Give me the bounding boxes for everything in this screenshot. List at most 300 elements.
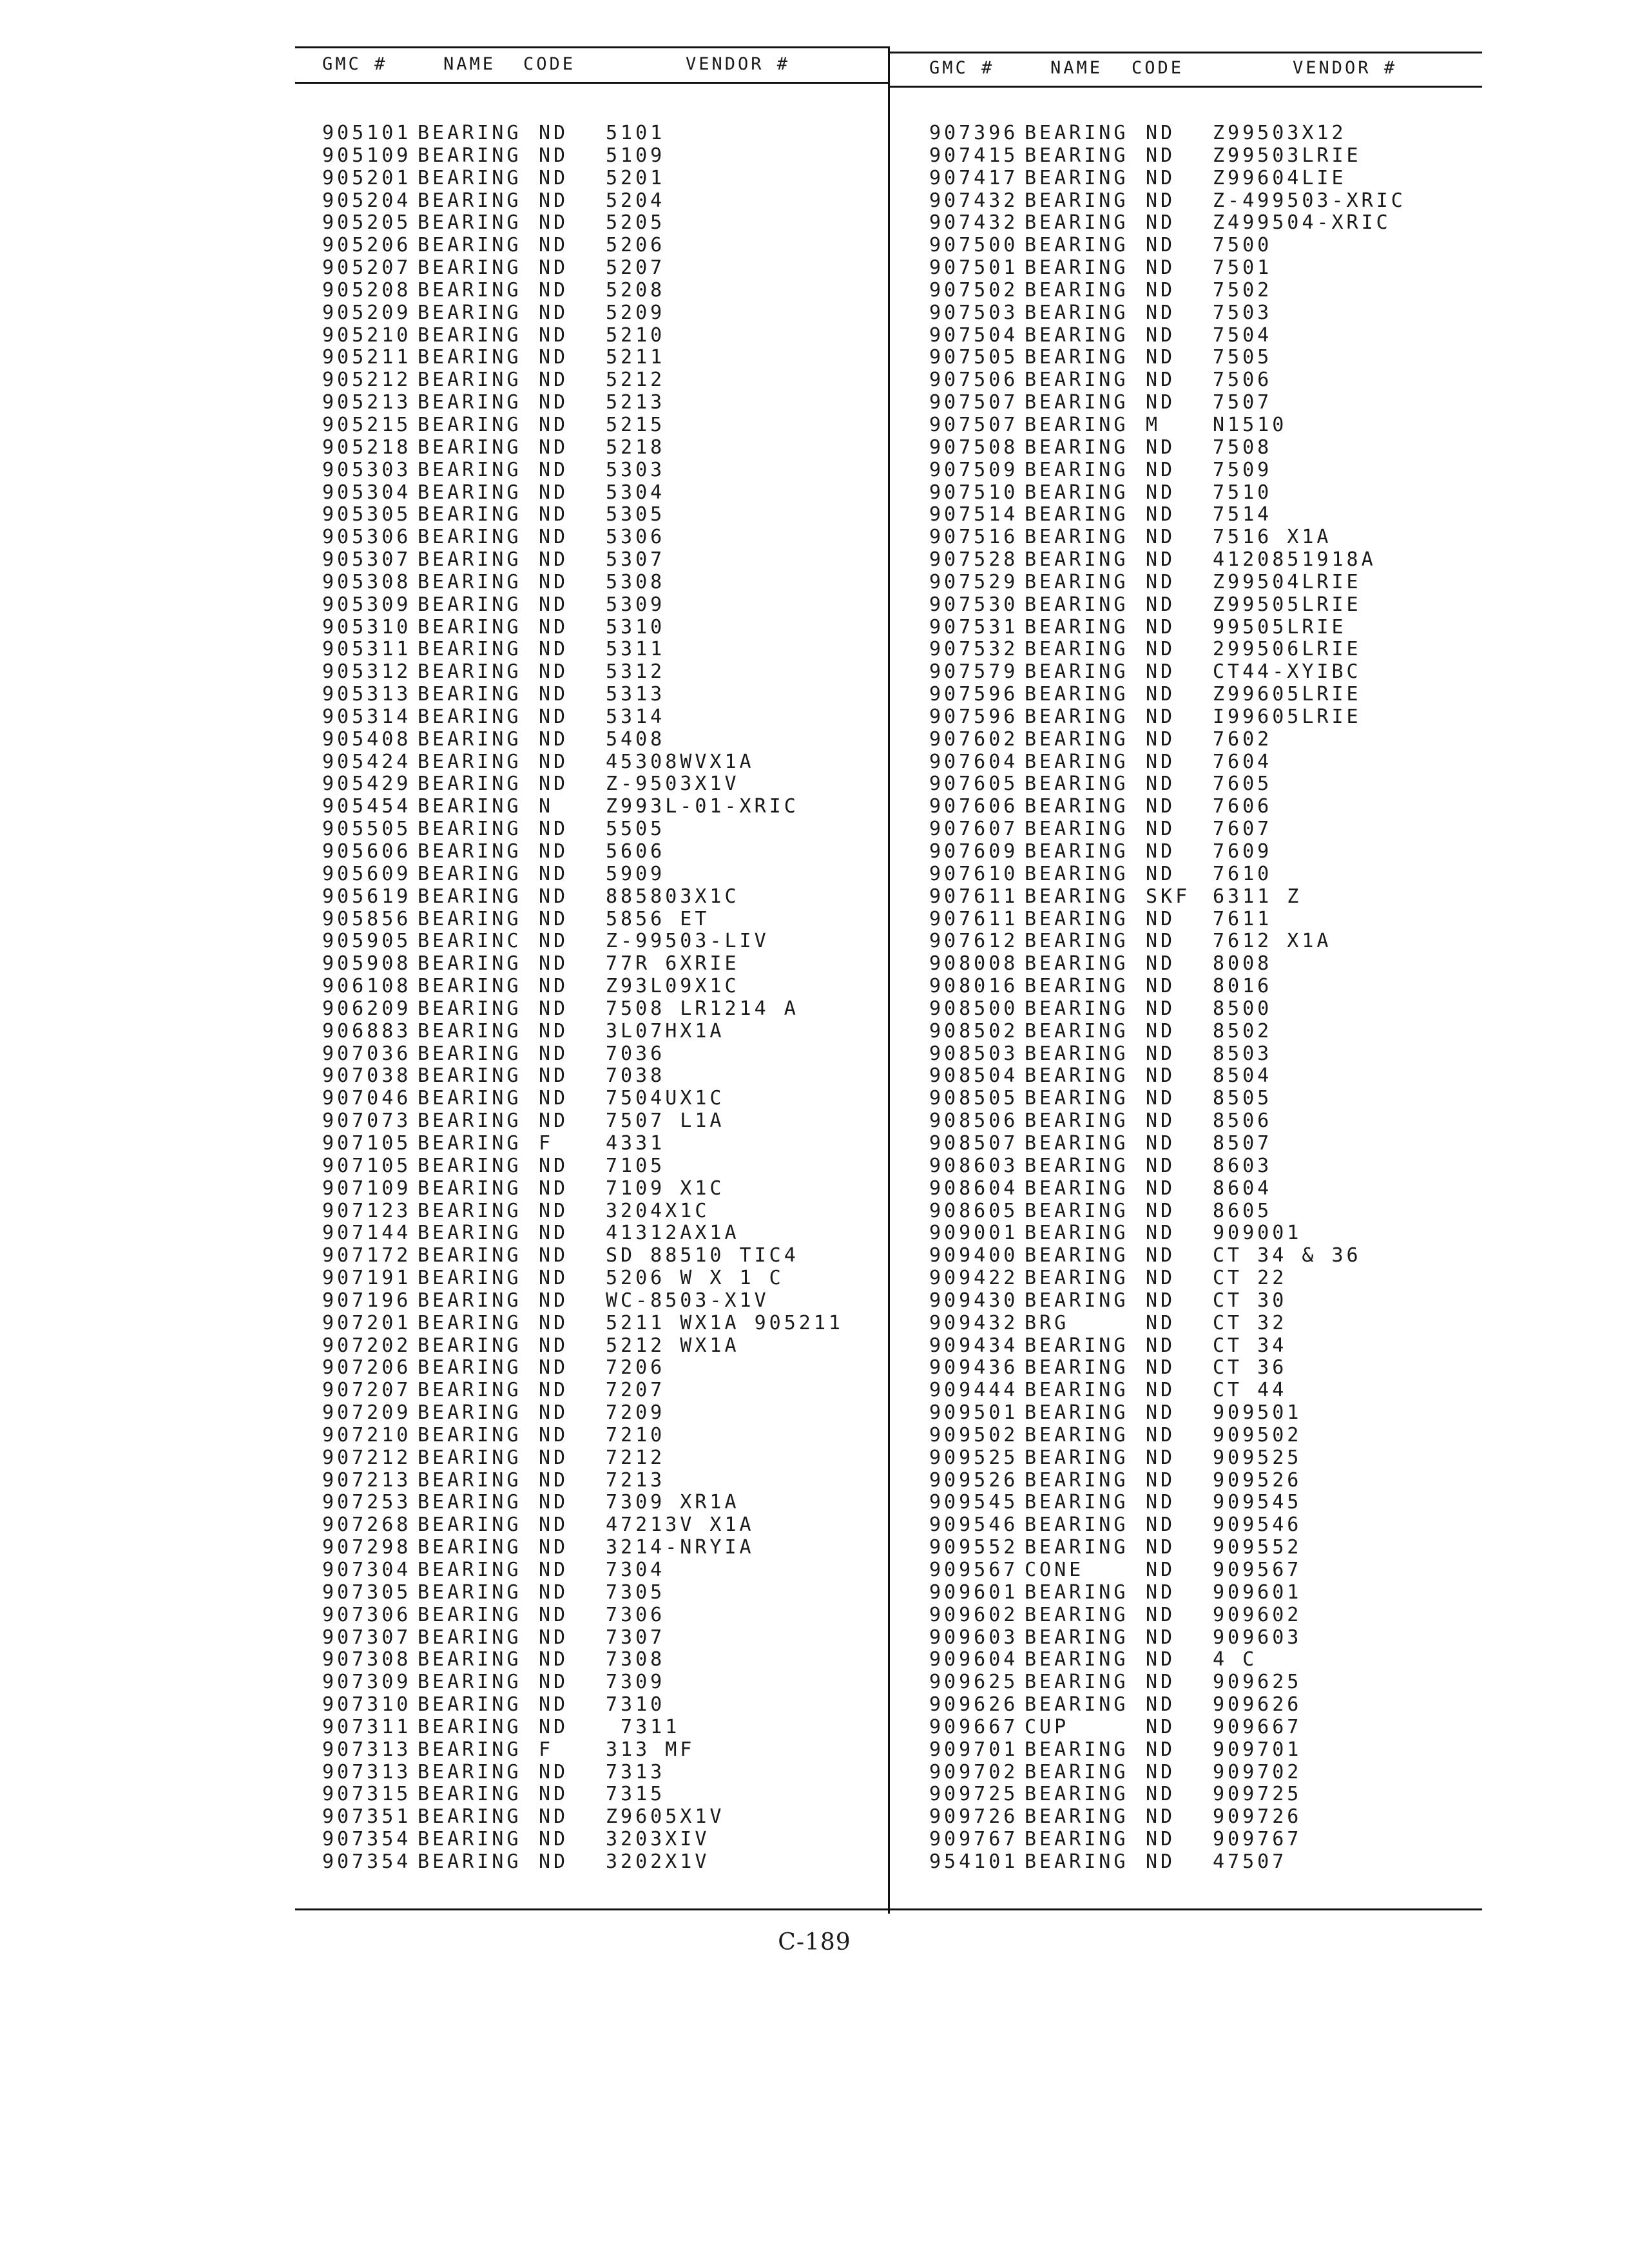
table-row — [929, 235, 1477, 257]
part-name: BEARING — [1025, 1177, 1129, 1200]
vendor-number: 8502 — [1213, 1019, 1273, 1043]
vendor-number: 7206 — [606, 1356, 666, 1379]
gmc-number: 907396 — [929, 122, 1019, 144]
vendor-code: ND — [539, 1648, 569, 1671]
table-row — [322, 1829, 876, 1851]
vendor-code: ND — [539, 1693, 569, 1716]
gmc-number: 905408 — [322, 727, 412, 751]
vendor-code: ND — [1146, 234, 1176, 257]
part-name: BEARING — [418, 1446, 522, 1469]
gmc-number: 905856 — [322, 907, 412, 930]
vendor-number: 3202X1V — [606, 1850, 710, 1873]
vendor-number: 47213V X1A — [606, 1514, 755, 1537]
part-name: BEARING — [1025, 1760, 1129, 1783]
vendor-number: 7311 — [606, 1715, 680, 1738]
vendor-code: ND — [1146, 526, 1176, 549]
part-name: BEARING — [1025, 1805, 1129, 1829]
part-name: BEARING — [418, 1603, 522, 1626]
vendor-number: 8604 — [1213, 1177, 1273, 1200]
gmc-number: 905206 — [322, 234, 412, 257]
part-name: BEARING — [1025, 1334, 1129, 1357]
gmc-number: 905619 — [322, 885, 412, 908]
vendor-code: ND — [539, 1064, 569, 1088]
vendor-number: 7507 — [1213, 391, 1273, 414]
table-row — [929, 572, 1477, 594]
table-row — [929, 661, 1477, 684]
vendor-number: 99505LRIE — [1213, 615, 1347, 639]
part-name: BEARING — [418, 1222, 522, 1245]
gmc-number: 905204 — [322, 189, 412, 212]
part-name: BEARING — [1025, 638, 1129, 661]
vendor-number: 7610 — [1213, 862, 1273, 885]
vendor-number: 3203XIV — [606, 1828, 710, 1851]
table-row — [929, 594, 1477, 617]
gmc-number: 905303 — [322, 458, 412, 481]
gmc-number: 905606 — [322, 840, 412, 863]
table-row — [322, 930, 876, 953]
vendor-code: ND — [539, 1042, 569, 1065]
gmc-number: 905905 — [322, 930, 412, 953]
vendor-code: ND — [539, 1289, 569, 1312]
vendor-number: 909601 — [1213, 1581, 1302, 1604]
part-name: BEARING — [1025, 750, 1129, 773]
vendor-number: 7602 — [1213, 727, 1273, 751]
part-name: BEARING — [418, 256, 522, 280]
table-row — [929, 930, 1477, 953]
vendor-number: 7309 XR1A — [606, 1491, 740, 1514]
vendor-code: ND — [1146, 1671, 1176, 1694]
vendor-code: ND — [1146, 1446, 1176, 1469]
part-name: BEARING — [1025, 1603, 1129, 1626]
gmc-number: 907508 — [929, 436, 1019, 459]
vendor-code: ND — [1146, 548, 1176, 572]
vendor-number: 7309 — [606, 1671, 666, 1694]
part-name: BEARING — [418, 278, 522, 302]
vendor-code: ND — [539, 1581, 569, 1604]
part-name: BEARING — [418, 1289, 522, 1312]
vendor-code: ND — [539, 997, 569, 1020]
table-row — [929, 1851, 1477, 1874]
gmc-number: 909701 — [929, 1738, 1019, 1761]
part-name: BEARING — [1025, 593, 1129, 616]
vendor-number: 909701 — [1213, 1738, 1302, 1761]
gmc-number: 905305 — [322, 503, 412, 526]
part-name: BEARING — [1025, 436, 1129, 459]
vendor-number: Z93L09X1C — [606, 975, 740, 998]
table-row — [322, 459, 876, 482]
vendor-code: ND — [539, 930, 569, 953]
vendor-number: Z9605X1V — [606, 1805, 725, 1829]
part-name: BEARING — [418, 1828, 522, 1851]
vendor-code: ND — [539, 1311, 569, 1334]
gmc-number: 907105 — [322, 1131, 412, 1155]
table-row — [322, 639, 876, 661]
gmc-number: 908605 — [929, 1199, 1019, 1222]
vendor-number: Z993L-01-XRIC — [606, 795, 799, 818]
table-row — [322, 1604, 876, 1627]
vendor-number: 909525 — [1213, 1446, 1302, 1469]
table-row — [929, 1290, 1477, 1312]
vendor-code: ND — [539, 885, 569, 908]
gmc-number: 905312 — [322, 660, 412, 684]
part-name: BEARING — [418, 1131, 522, 1155]
table-row — [322, 1649, 876, 1671]
vendor-number: SD 88510 TIC4 — [606, 1244, 799, 1267]
vendor-number: 7315 — [606, 1783, 666, 1806]
table-row — [322, 1245, 876, 1267]
table-row — [929, 280, 1477, 302]
gmc-number: 907509 — [929, 458, 1019, 481]
vendor-number: 5314 — [606, 705, 666, 728]
part-name: BEARING — [1025, 144, 1129, 167]
table-row — [322, 1762, 876, 1784]
part-name: BEARING — [1025, 840, 1129, 863]
gmc-number: 907209 — [322, 1401, 412, 1425]
vendor-number: 7210 — [606, 1423, 666, 1446]
part-name: BEARING — [418, 683, 522, 706]
vendor-number: 7307 — [606, 1626, 666, 1649]
part-name: CONE — [1025, 1559, 1084, 1581]
vendor-code: ND — [1146, 166, 1176, 189]
part-name: BEARING — [418, 1110, 522, 1133]
vendor-number: 909001 — [1213, 1222, 1302, 1245]
vendor-number: Z99503LRIE — [1213, 144, 1362, 167]
vendor-code: ND — [1146, 1738, 1176, 1761]
table-row — [929, 953, 1477, 975]
header-rule-right — [889, 86, 1482, 88]
vendor-code: ND — [539, 1491, 569, 1514]
part-name: BEARING — [1025, 727, 1129, 751]
table-row — [929, 1514, 1477, 1537]
table-row — [322, 1110, 876, 1133]
gmc-number: 907609 — [929, 840, 1019, 863]
table-row — [322, 729, 876, 751]
vendor-code: ND — [1146, 570, 1176, 593]
vendor-number: 7105 — [606, 1154, 666, 1177]
gmc-number: 905308 — [322, 570, 412, 593]
table-row — [929, 145, 1477, 168]
vendor-code: ND — [539, 1559, 569, 1581]
table-row — [929, 1267, 1477, 1290]
part-name: BEARING — [418, 323, 522, 347]
vendor-number: 7604 — [1213, 750, 1273, 773]
part-name: BEARING — [418, 1379, 522, 1402]
vendor-number: Z99503X12 — [1213, 122, 1347, 144]
table-row — [322, 1783, 876, 1806]
vendor-code: ND — [1146, 1805, 1176, 1829]
table-row — [322, 392, 876, 414]
vendor-code: ND — [1146, 1244, 1176, 1267]
part-name: BEARING — [418, 1738, 522, 1761]
vendor-number: 7612 X1A — [1213, 930, 1332, 953]
gmc-number: 907354 — [322, 1850, 412, 1873]
table-row — [322, 482, 876, 505]
vendor-number: CT 32 — [1213, 1311, 1287, 1334]
vendor-code: ND — [1146, 1289, 1176, 1312]
table-row — [322, 1200, 876, 1223]
vendor-number: 7310 — [606, 1693, 666, 1716]
vendor-code: ND — [1146, 1334, 1176, 1357]
vendor-code: ND — [1146, 1311, 1176, 1334]
part-name: BEARING — [418, 1199, 522, 1222]
vendor-code: ND — [1146, 1603, 1176, 1626]
vendor-number: 909552 — [1213, 1536, 1302, 1559]
vendor-code: ND — [1146, 818, 1176, 841]
gmc-number: 905310 — [322, 615, 412, 639]
part-name: BEARING — [418, 234, 522, 257]
vendor-number: 909667 — [1213, 1715, 1302, 1738]
vendor-code: ND — [539, 1514, 569, 1537]
part-name: BEARING — [418, 750, 522, 773]
vendor-code: ND — [1146, 1379, 1176, 1402]
vendor-code: ND — [1146, 1087, 1176, 1110]
vendor-number: 7605 — [1213, 773, 1273, 796]
table-row — [929, 1806, 1477, 1829]
gmc-number: 907196 — [322, 1289, 412, 1312]
part-name: BEARING — [418, 1514, 522, 1537]
part-name: BEARING — [418, 593, 522, 616]
table-row — [929, 212, 1477, 235]
gmc-number: 905208 — [322, 278, 412, 302]
part-name: BEARING — [418, 391, 522, 414]
vendor-number: Z-499503-XRIC — [1213, 189, 1406, 212]
table-row — [929, 1379, 1477, 1402]
table-row — [322, 1425, 876, 1447]
vendor-number: CT 34 & 36 — [1213, 1244, 1362, 1267]
vendor-code: ND — [539, 391, 569, 414]
part-name: BEARING — [1025, 166, 1129, 189]
part-name: BEARING — [418, 1042, 522, 1065]
vendor-code: ND — [1146, 278, 1176, 302]
part-name: BEARING — [418, 458, 522, 481]
gmc-number: 907432 — [929, 189, 1019, 212]
vendor-number: 5303 — [606, 458, 666, 481]
gmc-number: 908604 — [929, 1177, 1019, 1200]
vendor-number: 7506 — [1213, 369, 1273, 392]
vendor-code: ND — [539, 526, 569, 549]
column-divider — [888, 46, 890, 1914]
vendor-code: F — [539, 1131, 554, 1155]
part-name: BEARING — [1025, 1131, 1129, 1155]
vendor-code: ND — [1146, 1154, 1176, 1177]
table-row — [322, 1379, 876, 1402]
gmc-number: 907514 — [929, 503, 1019, 526]
table-row — [322, 549, 876, 572]
vendor-number: 5505 — [606, 818, 666, 841]
table-row — [929, 414, 1477, 437]
part-name: BEARING — [1025, 885, 1129, 908]
vendor-number: 7507 L1A — [606, 1110, 725, 1133]
vendor-number: 5309 — [606, 593, 666, 616]
vendor-code: ND — [1146, 1850, 1176, 1873]
vendor-number: 313 MF — [606, 1738, 695, 1761]
vendor-code: ND — [539, 1401, 569, 1425]
vendor-number: 5310 — [606, 615, 666, 639]
vendor-code: ND — [539, 1626, 569, 1649]
vendor-code: ND — [1146, 997, 1176, 1020]
vendor-number: Z-9503X1V — [606, 773, 740, 796]
vendor-number: 8507 — [1213, 1131, 1273, 1155]
vendor-code: ND — [1146, 1267, 1176, 1290]
gmc-number: 908503 — [929, 1042, 1019, 1065]
table-row — [322, 1312, 876, 1335]
part-name: BEARING — [1025, 323, 1129, 347]
part-name: BEARING — [1025, 1154, 1129, 1177]
part-name: BEARING — [418, 1760, 522, 1783]
left-header-gmc: GMC # — [322, 54, 388, 74]
gmc-number: 907596 — [929, 683, 1019, 706]
table-row — [322, 886, 876, 908]
vendor-number: 7502 — [1213, 278, 1273, 302]
vendor-code: ND — [539, 1177, 569, 1200]
vendor-code: ND — [539, 503, 569, 526]
vendor-code: ND — [1146, 1131, 1176, 1155]
vendor-code: N — [539, 795, 554, 818]
vendor-code: ND — [539, 1222, 569, 1245]
gmc-number: 905218 — [322, 436, 412, 459]
table-row — [322, 1088, 876, 1110]
table-row — [929, 257, 1477, 280]
vendor-code: ND — [1146, 705, 1176, 728]
gmc-number: 909430 — [929, 1289, 1019, 1312]
part-name: BEARING — [418, 1401, 522, 1425]
table-row — [929, 1829, 1477, 1851]
part-name: BEARING — [1025, 773, 1129, 796]
gmc-number: 908016 — [929, 975, 1019, 998]
gmc-number: 909546 — [929, 1514, 1019, 1537]
vendor-number: 7209 — [606, 1401, 666, 1425]
part-name: BEARING — [418, 1064, 522, 1088]
vendor-number: 5304 — [606, 481, 666, 504]
vendor-code: ND — [1146, 301, 1176, 324]
gmc-number: 906108 — [322, 975, 412, 998]
part-name: BEARING — [1025, 503, 1129, 526]
vendor-code: ND — [539, 1110, 569, 1133]
table-row — [322, 1716, 876, 1739]
part-name: BEARING — [418, 1423, 522, 1446]
part-name: BEARING — [418, 1693, 522, 1716]
table-row — [929, 908, 1477, 931]
table-row — [929, 1470, 1477, 1492]
vendor-code: ND — [539, 1087, 569, 1110]
vendor-code: ND — [1146, 122, 1176, 144]
gmc-number: 907313 — [322, 1738, 412, 1761]
table-row — [322, 1133, 876, 1155]
vendor-number: 8605 — [1213, 1199, 1273, 1222]
part-name: BEARING — [418, 570, 522, 593]
vendor-code: ND — [1146, 1648, 1176, 1671]
gmc-number: 954101 — [929, 1850, 1019, 1873]
gmc-number: 907212 — [322, 1446, 412, 1469]
vendor-number: CT 44 — [1213, 1379, 1287, 1402]
vendor-number: 8505 — [1213, 1087, 1273, 1110]
vendor-number: 5307 — [606, 548, 666, 572]
part-name: BEARING — [418, 638, 522, 661]
part-name: BEARING — [1025, 526, 1129, 549]
vendor-number: 7504UX1C — [606, 1087, 725, 1110]
gmc-number: 907612 — [929, 930, 1019, 953]
table-row — [929, 1133, 1477, 1155]
part-name: BEARING — [1025, 1850, 1129, 1873]
part-name: BEARING — [418, 615, 522, 639]
vendor-code: ND — [1146, 1401, 1176, 1425]
vendor-code: ND — [1146, 1468, 1176, 1492]
vendor-code: F — [539, 1738, 554, 1761]
gmc-number: 907207 — [322, 1379, 412, 1402]
vendor-code: ND — [1146, 1760, 1176, 1783]
part-name: BEARING — [418, 1626, 522, 1649]
table-row — [929, 841, 1477, 863]
part-name: BEARING — [1025, 1828, 1129, 1851]
vendor-code: ND — [1146, 1828, 1176, 1851]
gmc-number: 907602 — [929, 727, 1019, 751]
table-row — [929, 998, 1477, 1021]
vendor-code: ND — [1146, 683, 1176, 706]
gmc-number: 907213 — [322, 1468, 412, 1492]
part-name: BEARING — [1025, 391, 1129, 414]
part-name: BEARING — [1025, 1087, 1129, 1110]
vendor-code: ND — [1146, 481, 1176, 504]
vendor-number: CT 34 — [1213, 1334, 1287, 1357]
table-row — [322, 841, 876, 863]
part-name: BRG — [1025, 1311, 1070, 1334]
table-row — [322, 684, 876, 706]
table-row — [929, 1222, 1477, 1245]
part-name: BEARING — [1025, 1491, 1129, 1514]
vendor-number: 7504 — [1213, 323, 1273, 347]
table-row — [322, 796, 876, 818]
vendor-code: ND — [1146, 1064, 1176, 1088]
table-row — [929, 437, 1477, 459]
gmc-number: 905314 — [322, 705, 412, 728]
vendor-number: 7036 — [606, 1042, 666, 1065]
vendor-code: ND — [539, 615, 569, 639]
vendor-number: 5909 — [606, 862, 666, 885]
gmc-number: 909444 — [929, 1379, 1019, 1402]
table-row — [929, 369, 1477, 392]
table-row — [929, 459, 1477, 482]
vendor-number: 909526 — [1213, 1468, 1302, 1492]
gmc-number: 905304 — [322, 481, 412, 504]
gmc-number: 906209 — [322, 997, 412, 1020]
vendor-number: 5209 — [606, 301, 666, 324]
table-row — [322, 1470, 876, 1492]
vendor-number: 5207 — [606, 256, 666, 280]
gmc-number: 905109 — [322, 144, 412, 167]
vendor-code: ND — [539, 862, 569, 885]
part-name: BEARING — [1025, 1783, 1129, 1806]
vendor-code: ND — [1146, 1199, 1176, 1222]
vendor-code: ND — [1146, 1581, 1176, 1604]
vendor-number: 5206 — [606, 234, 666, 257]
gmc-number: 907253 — [322, 1491, 412, 1514]
vendor-number: 5215 — [606, 413, 666, 436]
part-name: BEARING — [1025, 1423, 1129, 1446]
part-name: BEARING — [418, 952, 522, 975]
table-row — [929, 1110, 1477, 1133]
gmc-number: 907298 — [322, 1536, 412, 1559]
vendor-code: ND — [1146, 862, 1176, 885]
gmc-number: 907144 — [322, 1222, 412, 1245]
table-row — [322, 1537, 876, 1559]
vendor-number: 4331 — [606, 1131, 666, 1155]
part-name: BEARING — [418, 413, 522, 436]
vendor-code: ND — [1146, 144, 1176, 167]
gmc-number: 907607 — [929, 818, 1019, 841]
table-row — [322, 706, 876, 729]
vendor-number: 7611 — [1213, 907, 1273, 930]
vendor-code: ND — [539, 1805, 569, 1829]
